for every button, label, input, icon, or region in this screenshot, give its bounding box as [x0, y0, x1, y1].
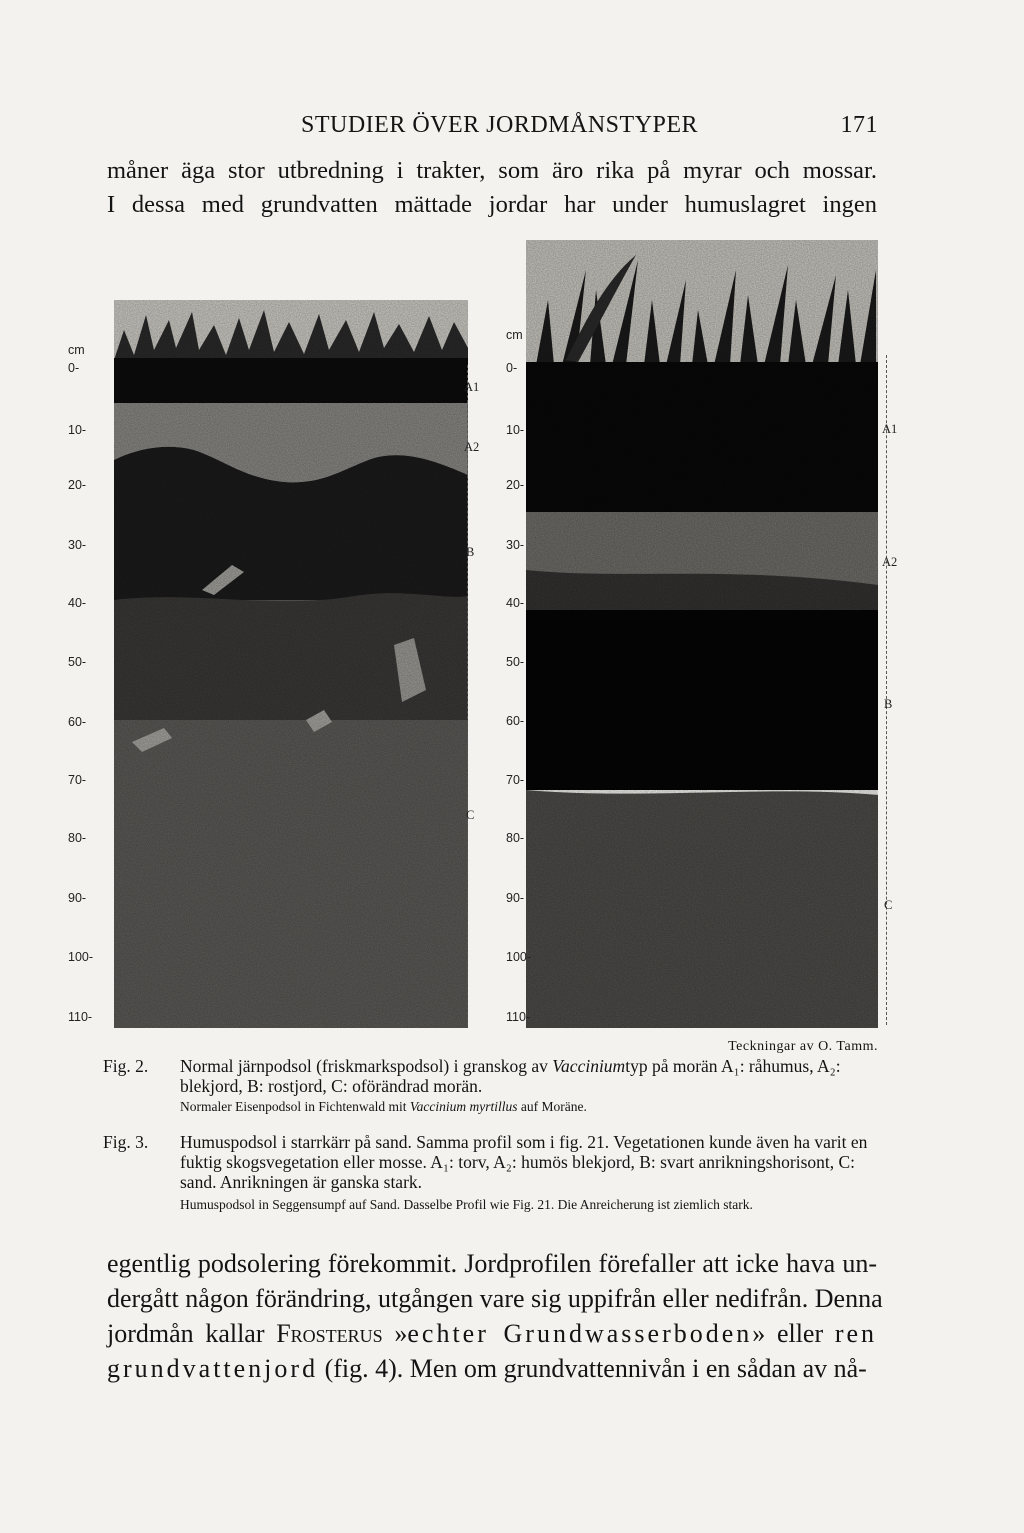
depth-tick: 30- — [506, 538, 525, 552]
caption-italic-taxon: Vaccinium — [552, 1056, 626, 1076]
depth-tick: 70- — [506, 773, 525, 787]
bottom-paragraph-line — [107, 1351, 877, 1386]
spaced-term: ren — [834, 1319, 878, 1348]
depth-tick: 90- — [68, 891, 87, 905]
horizon-label: A1 — [882, 422, 898, 436]
top-paragraph-line: I dessa med grundvatten mättade jordar har under humuslagret ingen — [107, 191, 877, 218]
depth-tick: 60- — [68, 715, 87, 729]
horizon-label: B — [884, 697, 893, 711]
page-number: 171 — [840, 112, 878, 138]
text-run: » eller — [752, 1319, 835, 1348]
horizon-label: A2 — [882, 555, 898, 569]
profile-drawing-left — [114, 300, 468, 1028]
depth-unit-label: cm — [68, 343, 85, 357]
depth-tick: 50- — [506, 655, 525, 669]
top-paragraph — [107, 154, 877, 222]
depth-tick: 50- — [68, 655, 87, 669]
profile-drawing-right — [526, 240, 878, 1028]
depth-tick: 90- — [506, 891, 525, 905]
depth-tick: 110- — [68, 1010, 93, 1024]
depth-tick: 100- — [68, 950, 94, 964]
depth-tick: 110- — [506, 1010, 531, 1024]
caption-swedish-text: typ på morän A₁: råhumus, A₂: blekjord, B: rostjord, C: oförändrad morän. — [180, 1056, 841, 1096]
depth-tick: 60- — [506, 714, 525, 728]
grain-texture — [114, 300, 468, 1028]
text-run: » — [382, 1319, 408, 1348]
caption-german-text: Normaler Eisenpodsol in Fichtenwald mit — [180, 1099, 410, 1114]
bottom-paragraph-line — [107, 1316, 877, 1351]
depth-tick: 0- — [506, 361, 518, 375]
depth-tick: 20- — [68, 478, 87, 492]
caption-swedish-text: Normal järnpodsol (friskmarkspodsol) i granskog av — [180, 1056, 553, 1076]
caption-fig-3 — [103, 1132, 877, 1213]
depth-unit-label: cm — [506, 328, 523, 342]
depth-tick: 80- — [506, 831, 525, 845]
bottom-paragraph — [107, 1246, 883, 1386]
text-run: (fig. 4). Men om grundvattennivån i en sådan av nå- — [318, 1354, 867, 1383]
bottom-paragraph-line: egentlig podsolering förekommit. Jordprofilen förefaller att icke hava un- — [107, 1249, 877, 1278]
text-run: jordmån kallar — [107, 1319, 277, 1348]
caption-german-text: Humuspodsol in Seggensumpf auf Sand. Dasselbe Profil wie Fig. 21. Die Anreicherung ist ziemlich stark. — [180, 1197, 753, 1212]
depth-tick: 30- — [68, 538, 87, 552]
depth-tick: 10- — [506, 423, 525, 437]
horizon-boundary-line — [886, 355, 887, 1025]
horizon-label: B — [466, 545, 475, 559]
caption-fig-2 — [103, 1056, 877, 1115]
depth-tick: 80- — [68, 831, 87, 845]
horizon-label: C — [884, 898, 893, 912]
author-name-frosterus: Frosterus — [276, 1319, 383, 1348]
caption-label: Fig. 3. — [103, 1132, 149, 1152]
bottom-paragraph-line: dergått någon förändring, utgången vare sig uppifrån eller nedifrån. Denna — [107, 1284, 883, 1313]
caption-italic-taxon: Vaccinium myrtillus — [409, 1099, 518, 1114]
depth-tick: 40- — [68, 596, 87, 610]
horizon-boundary-line — [467, 365, 468, 1025]
caption-german-text: auf Moräne. — [517, 1099, 587, 1114]
horizon-label: A1 — [464, 380, 480, 394]
depth-tick: 20- — [506, 478, 525, 492]
caption-swedish-text: Humuspodsol i starrkärr på sand. Samma profil som i fig. 21. Vegetationen kunde även ha varit en fuktig skogsvegetation eller mosse. A₁: torv, A₂: humös blekjord, B: svart anrikningshorisont, C: sand. Anrikningen är ganska stark. — [180, 1132, 868, 1192]
grain-texture — [526, 240, 878, 1028]
illustration-credit: Teckningar av O. Tamm. — [728, 1039, 878, 1054]
depth-tick: 0- — [68, 361, 80, 375]
spaced-term: echter Grundwasserboden — [407, 1319, 753, 1348]
depth-tick: 10- — [68, 423, 87, 437]
depth-tick: 70- — [68, 773, 87, 787]
running-title: STUDIER ÖVER JORDMÅNSTYPER — [301, 112, 699, 138]
horizon-label: A2 — [464, 440, 480, 454]
caption-label: Fig. 2. — [103, 1056, 149, 1076]
depth-tick: 100- — [506, 950, 532, 964]
top-paragraph-line: måner äga stor utbredning i trakter, som äro rika på myrar och mossar. — [107, 157, 877, 184]
horizon-label: C — [466, 808, 475, 822]
depth-tick: 40- — [506, 596, 525, 610]
spaced-term: grundvattenjord — [107, 1354, 319, 1383]
